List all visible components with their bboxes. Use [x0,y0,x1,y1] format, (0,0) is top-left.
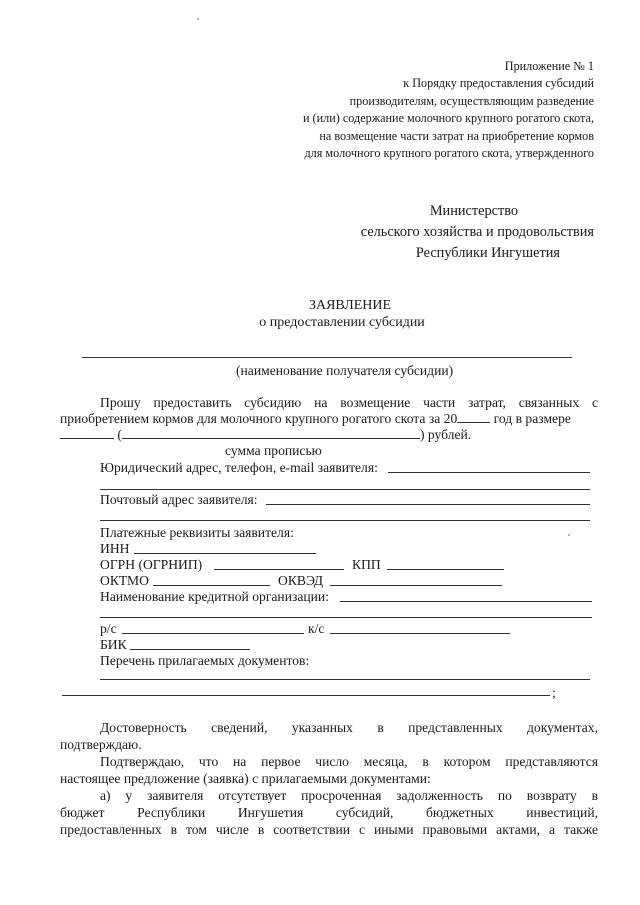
addressee-line: Министерство [429,203,518,219]
inn-label: ИНН [100,541,130,556]
oktmo-field[interactable] [153,585,270,586]
bank-name-field[interactable] [340,601,592,602]
document-title: ЗАЯВЛЕНИЕ [308,298,392,313]
kpp-label: КПП [352,557,381,572]
amount-caption: сумма прописью [225,443,322,458]
documents-semicolon: ; [552,685,556,700]
amount-words-field[interactable] [122,426,420,439]
bank-name-label: Наименование кредитной организации: [100,589,329,604]
bik-label: БИК [100,637,127,652]
addressee-block [234,201,594,264]
rs-field[interactable] [122,633,304,634]
documents-field-2[interactable] [62,695,550,696]
confirm-p1-line1: Достоверность сведений, указанных в представленных документах, [100,720,598,735]
kpp-field[interactable] [387,569,504,570]
ogrn-field[interactable] [214,569,344,570]
postal-address-field-2[interactable] [100,520,590,521]
addressee-line: Республики Ингушетия [415,245,560,261]
legal-address-field-2[interactable] [100,489,590,490]
oktmo-label: ОКТМО [100,573,149,588]
bik-field[interactable] [130,649,250,650]
addressee-line: сельского хозяйства и продовольствия [360,224,594,240]
annex-line: Приложение № 1 [504,59,594,73]
request-line-1: Прошу предоставить субсидию на возмещение части затрат, связанных с [100,395,598,410]
inn-field[interactable] [134,553,316,554]
legal-address-field[interactable] [388,472,590,473]
ks-label: к/с [308,621,325,636]
annex-line: для молочного крупного рогатого скота, утвержденного [304,146,594,161]
annex-line: производителям, осуществляющим разведение [349,93,594,108]
request-text: год в размере [493,411,571,426]
confirm-p3-line2: бюджет Республики Ингушетия субсидий, бюджетных инвестиций, [60,805,598,820]
legal-address-label: Юридический адрес, телефон, e-mail заявителя: [100,460,378,475]
confirm-p2-line2: настоящее предложение (заявка) с прилагаемыми документами: [60,771,431,786]
recipient-name-field[interactable] [82,357,572,358]
annex-line: на возмещение части затрат на приобретение кормов [319,128,594,143]
request-text: приобретением кормов для молочного крупного рогатого скота за 20 [60,411,458,426]
scan-speck [197,18,199,20]
request-line-2 [60,410,571,427]
annex-line: и (или) содержание молочного крупного рогатого скота, [302,111,594,126]
ogrn-label: ОГРН (ОГРНИП) [100,557,203,572]
okved-label: ОКВЭД [278,573,324,588]
rs-label: р/с [100,621,117,636]
document-subtitle: о предоставлении субсидии [259,315,425,330]
documents-label: Перечень прилагаемых документов: [100,653,310,668]
documents-field-1[interactable] [100,679,590,680]
postal-address-label: Почтовый адрес заявителя: [100,492,258,507]
confirm-p3-line1: а) у заявителя отсутствует просроченная задолженность по возврату в [100,788,598,803]
scan-speck [568,534,570,536]
recipient-caption: (наименование получателя субсидии) [236,363,454,378]
payment-details-label: Платежные реквизиты заявителя: [100,525,294,540]
request-line-3 [60,426,471,443]
request-text: ) рублей. [419,427,472,442]
ks-field[interactable] [330,633,510,634]
request-text: ( [117,427,122,442]
bank-name-field-2[interactable] [100,617,592,618]
confirm-p2-line1: Подтверждаю, что на первое число месяца, в котором представляются [100,754,598,769]
confirm-p3-line3: предоставленных в том числе в соответствии с иными правовыми актами, а также [60,822,598,837]
postal-address-field[interactable] [266,504,590,505]
annex-line: к Порядку предоставления субсидий [403,76,594,91]
confirm-p1-line2: подтверждаю. [60,737,142,752]
year-field[interactable] [457,410,490,423]
okved-field[interactable] [330,585,502,586]
amount-digits-field[interactable] [60,426,114,439]
annex-header [174,58,594,162]
